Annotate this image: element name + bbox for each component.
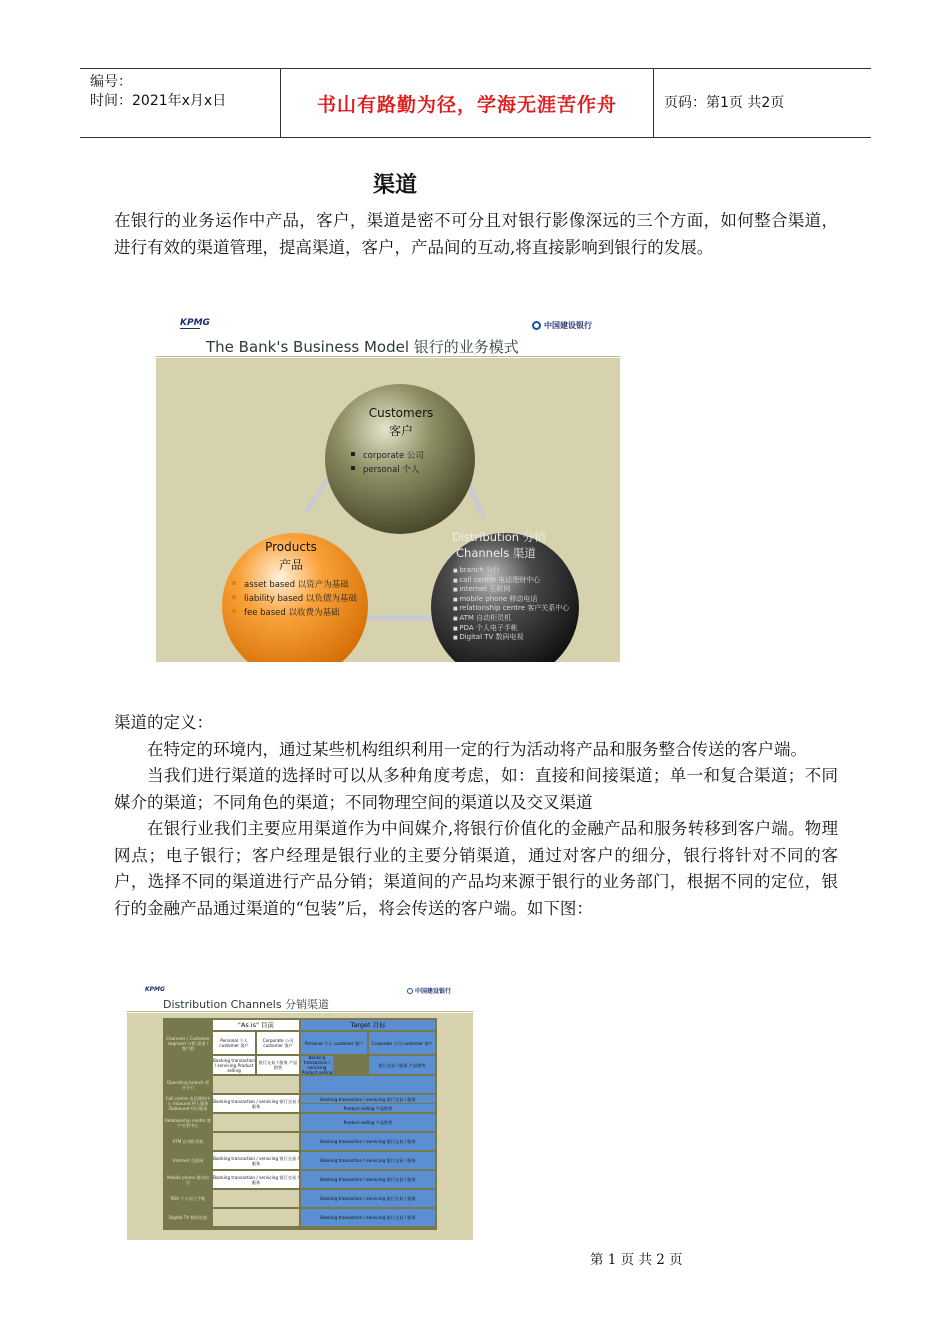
channel-label: Relationship centre 客户关系中心: [165, 1117, 211, 1128]
distribution-title-en-2: Channels: [456, 546, 510, 560]
bank-logo: [532, 320, 592, 331]
title-divider: [156, 356, 620, 357]
distribution-title-cn-2: 渠道: [512, 546, 536, 560]
distribution-item: [453, 632, 524, 642]
bullet-icon: ■: [453, 596, 460, 603]
channel-label: Operating branch 营业分行: [166, 1079, 210, 1090]
bullet-icon: ■: [453, 635, 460, 642]
title-divider: [127, 1011, 473, 1012]
target-cell: [301, 1076, 435, 1093]
channel-label: Internet 互联网: [172, 1158, 204, 1163]
distribution-item: [453, 594, 537, 604]
distribution-channels-figure: [127, 984, 473, 1240]
asis-cell: Banking transaction / servicing 银行交易 / 服务: [213, 1171, 299, 1188]
bullet-icon: ■: [453, 587, 460, 594]
asis-corporate-sub: 银行交易 / 服务 产品销售: [257, 1056, 299, 1074]
channel-label: Mobile phone 移动电话: [166, 1174, 210, 1185]
bank-emblem-icon: [407, 988, 413, 994]
triangle-diagram: [156, 358, 620, 662]
header-page-cell: [654, 69, 871, 137]
distribution-item-label: relationship centre 客户关系中心: [459, 604, 570, 613]
products-item-1: asset based 以资产为基础: [244, 580, 349, 590]
target-cell: Banking transaction / servicing 银行交易 / 服务: [301, 1133, 435, 1150]
customers-title-en: Customers: [368, 406, 434, 420]
asis-corporate-col: Corporate 公司 customer 客户: [257, 1032, 299, 1054]
distribution-item: [453, 603, 569, 613]
date-label: 时间：2021年x月x日: [90, 93, 227, 109]
distribution-item-label: Digital TV 数码电视: [459, 633, 524, 642]
channel-label: PDA 个人电子手帐: [170, 1196, 206, 1201]
bank-logo-text: 中国建设银行: [544, 321, 592, 330]
corner-label: Channels / Customer segment 分销 渠道 / 客户群: [166, 1035, 210, 1051]
distribution-item-label: branch 分行: [459, 566, 500, 574]
paragraph-3: 在银行业我们主要应用渠道作为中间媒介,将银行价值化的金融产品和服务转移到客户端。物理网点；电子银行；客户经理是银行业的主要分销渠道，通过对客户的细分，银行将针对不同的客户，选择不同的渠道进行产品分销；渠道间的产品均来源于银行的业务部门，根据不同的定位，银行的金融产品通过渠道的“包装”后，将会传送的客户端。如下图：: [114, 819, 838, 918]
bullet-icon: ■: [453, 606, 460, 613]
number-label: 编号：: [90, 74, 132, 90]
channel-label: Digital TV 数码电视: [168, 1215, 208, 1220]
distribution-item: [453, 584, 510, 594]
kpmg-logo: KPMG: [180, 318, 210, 328]
channel-label: ATM 自动柜员机: [172, 1139, 204, 1144]
page-info: 页码：第1页 共2页: [664, 94, 785, 111]
bullet-icon: ■: [453, 577, 460, 584]
distribution-item-label: call centre 电话理财中心: [459, 575, 541, 584]
intro-text: 在银行的业务运作中产品，客户，渠道是密不可分且对银行影像深远的三个方面，如何整合渠道，进行有效的渠道管理，提高渠道，客户，产品间的互动,将直接影响到银行的发展。: [114, 211, 838, 257]
products-item-3: fee based 以收费为基础: [244, 608, 340, 618]
header-meta: [80, 69, 281, 137]
distribution-item-label: ATM 自动柜员机: [459, 614, 512, 622]
distribution-item: [453, 575, 540, 585]
asis-personal-col: Personal 个人 customer 客户: [213, 1032, 255, 1054]
asis-cell: [213, 1133, 299, 1150]
motto: 书山有路勤为径，学海无涯苦作舟: [316, 93, 617, 116]
asis-cell: [213, 1190, 299, 1207]
products-title-en: Products: [265, 540, 317, 554]
asis-cell: Banking transaction / servicing 银行交易 / 服务: [213, 1095, 299, 1112]
target-corporate-sub: 银行交易 / 服务 产品销售: [369, 1056, 435, 1074]
kpmg-logo: KPMG: [145, 986, 165, 993]
bank-emblem-icon: [532, 321, 541, 330]
asis-cell: Banking transaction / servicing 银行交易 / 服务: [213, 1152, 299, 1169]
target-corporate-col: Corporate 公司 customer 客户: [369, 1032, 435, 1054]
bullet-icon: ■: [453, 625, 460, 632]
side-spacer: [165, 1056, 211, 1074]
customers-title-cn: 客户: [388, 424, 413, 438]
target-cell: Banking transaction / servicing 银行交易 / 服务: [301, 1171, 435, 1188]
distribution-item: [453, 565, 500, 575]
products-title-cn: 产品: [278, 558, 303, 572]
customers-item-1: corporate 公司: [363, 451, 424, 461]
target-extra-cell: Product selling 产品销售: [301, 1104, 435, 1112]
distribution-item-label: mobile phone 移动电话: [459, 594, 538, 603]
channel-label: Call centre 电话理财中心 Inbound 呼入服务 Outbound 呼出服务: [165, 1096, 211, 1111]
business-model-figure: [156, 314, 620, 662]
distribution-title-line1: [452, 529, 546, 545]
bank-logo-text: 中国建设银行: [415, 988, 452, 995]
bullet-icon: ■: [453, 616, 460, 622]
target-cell: Banking transaction / servicing 银行交易 / 服务: [301, 1095, 435, 1103]
target-cell: Product selling 产品销售: [301, 1114, 435, 1131]
target-cell: Banking transaction / servicing 银行交易 / 服务: [301, 1152, 435, 1169]
target-cell: Banking transaction / servicing 银行交易 / 服务: [301, 1209, 435, 1226]
header-motto-cell: [281, 69, 654, 137]
asis-personal-sub: Banking transaction / servicing Product selling: [213, 1057, 255, 1073]
page-footer: 第 1 页 共 2 页: [590, 1252, 683, 1268]
distribution-title-line2: [456, 545, 536, 561]
paragraph-2: 当我们进行渠道的选择时可以从多种角度考虑，如：直接和间接渠道；单一和复合渠道；不同媒介的渠道；不同角色的渠道；不同物理空间的渠道以及交叉渠道: [114, 766, 838, 812]
target-header: Target 目标: [301, 1020, 435, 1030]
document-header: [80, 68, 871, 138]
bank-logo: [407, 986, 451, 995]
distribution-item-label: PDA 个人电子手帐: [459, 623, 518, 632]
distribution-title-en-1: Distribution: [452, 530, 520, 544]
definition-section: [114, 710, 838, 922]
customers-item-2: personal 个人: [363, 465, 420, 475]
as-is-header: "As is" 目前: [213, 1020, 299, 1030]
intro-paragraph: [114, 208, 838, 261]
asis-cell: [213, 1114, 299, 1131]
asis-cell: [213, 1076, 299, 1093]
distribution-item-label: internet 互联网: [459, 585, 511, 594]
paragraph-1: 在特定的环境内，通过某些机构组织利用一定的行为活动将产品和服务整合传送的客户端。: [147, 739, 807, 759]
asis-cell: [213, 1209, 299, 1226]
distribution-item: [453, 623, 518, 633]
products-item-2: liability based 以负债为基础: [244, 594, 357, 604]
bullet-icon: ■: [453, 568, 460, 574]
page-title: 渠道: [372, 173, 417, 198]
definition-heading: 渠道的定义：: [114, 713, 213, 732]
distribution-item: [453, 613, 511, 623]
distribution-title-cn-1: 分销: [522, 530, 546, 544]
channels-table: [163, 1018, 437, 1230]
figure-title: The Bank's Business Model 银行的业务模式: [206, 338, 519, 356]
target-cell: Banking transaction / servicing 银行交易 / 服务: [301, 1190, 435, 1207]
figure-title: Distribution Channels 分销渠道: [163, 998, 330, 1011]
kpmg-logo-underline: [180, 328, 200, 329]
target-personal-col: Personal 个人 customer 客户: [301, 1032, 367, 1054]
target-personal-sub: Banking transaction / servicing Product selling: [301, 1056, 333, 1074]
